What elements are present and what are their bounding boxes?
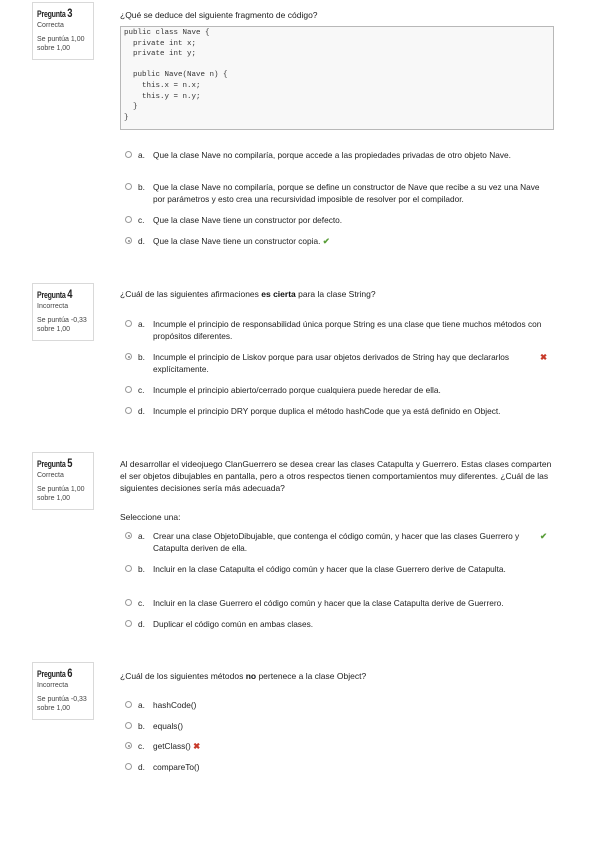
code-block: public class Nave { private int x; private int y; public Nave(Nave n) { this.x = n.x; this.y = n.y; } } (120, 26, 554, 130)
emphasis-text: es cierta (261, 289, 296, 299)
option-letter: c. (138, 385, 145, 395)
option-d[interactable] (125, 618, 555, 630)
option-a[interactable] (125, 149, 555, 161)
option-c[interactable] (125, 597, 555, 609)
option-text: Que la clase Nave tiene un constructor copia. ✔ (153, 236, 330, 246)
question-text: ¿Cuál de los siguientes métodos no pertenece a la clase Object? (120, 671, 367, 681)
option-text: Que la clase Nave no compilaría, porque accede a las propiedades privadas de otro objeto Nave. (153, 150, 511, 160)
question-number: Pregunta 6 (37, 666, 73, 680)
option-letter: a. (138, 700, 145, 710)
question-text: ¿Qué se deduce del siguiente fragmento de código? (120, 10, 318, 20)
question-number: Pregunta 5 (37, 456, 73, 470)
option-text: Incluir en la clase Catapulta el código común y hacer que la clase Guerrero derive de Catapulta. (153, 564, 506, 574)
option-text: Incumple el principio de responsabilidad única porque String es una clase que tiene muchos métodos con propósitos diferentes. (153, 319, 542, 341)
option-letter: c. (138, 741, 145, 751)
option-text: Que la clase Nave tiene un constructor por defecto. (153, 215, 343, 225)
option-text: getClass() ✖ (153, 741, 201, 751)
option-text: hashCode() (153, 700, 197, 710)
radio-button[interactable] (125, 183, 132, 190)
radio-button[interactable] (125, 599, 132, 606)
question-info (32, 283, 94, 341)
radio-button[interactable] (125, 722, 132, 729)
option-b[interactable] (125, 181, 555, 205)
question-text: Al desarrollar el videojuego ClanGuerrero se desea crear las clases Catapulta y Guerrero. Estas clases comparten el ser objetos dibujables en pantalla, pero a otros respectos tienen comportamientos muy diferentes. ¿Cuál de las siguientes decisiones sería más adecuada? (120, 459, 552, 493)
question-grade: Se puntúa -0,33 sobre 1,00 (37, 696, 87, 712)
select-one-label: Seleccione una: (120, 512, 181, 522)
option-text: Que la clase Nave no compilaría, porque se define un constructor de Nave que recibe a su vez una Nave por parámetros y esto crea una recursividad imposible de resolver por el compilador. (153, 182, 540, 204)
option-letter: c. (138, 215, 145, 225)
option-b[interactable] (125, 720, 555, 732)
option-letter: d. (138, 406, 145, 416)
question-info (32, 662, 94, 720)
question-state: Incorrecta (37, 303, 69, 310)
option-text: Crear una clase ObjetoDibujable, que contenga el código común, y hacer que las clases Guerrero y Catapulta deriven de ella. (153, 531, 520, 553)
question-grade: Se puntúa -0,33 sobre 1,00 (37, 317, 87, 333)
correct-check-icon: ✔ (322, 236, 330, 246)
option-b[interactable] (125, 563, 555, 575)
question-number: Pregunta 3 (37, 6, 73, 20)
radio-button[interactable] (125, 701, 132, 708)
radio-button[interactable] (125, 151, 132, 158)
radio-button-checked[interactable] (125, 742, 132, 749)
option-d[interactable] (125, 761, 555, 773)
radio-button-checked[interactable] (125, 353, 132, 360)
option-letter: b. (138, 182, 145, 192)
option-text: Duplicar el código común en ambas clases. (153, 619, 314, 629)
question-number: Pregunta 4 (37, 287, 73, 301)
option-text: Incluir en la clase Guerrero el código común y hacer que la clase Catapulta derive de Guerrero. (153, 598, 504, 608)
option-c[interactable] (125, 214, 555, 226)
radio-button[interactable] (125, 320, 132, 327)
question-info (32, 452, 94, 510)
radio-button[interactable] (125, 407, 132, 414)
option-letter: a. (138, 150, 145, 160)
incorrect-x-icon: ✖ (193, 741, 201, 751)
incorrect-x-icon: ✖ (540, 352, 547, 362)
option-letter: b. (138, 352, 145, 362)
option-a[interactable] (125, 530, 555, 554)
option-c[interactable] (125, 740, 555, 752)
option-d[interactable] (125, 235, 555, 247)
option-d[interactable] (125, 405, 555, 417)
question-grade: Se puntúa 1,00 sobre 1,00 (37, 486, 85, 502)
option-letter: a. (138, 531, 145, 541)
option-b[interactable] (125, 351, 555, 375)
radio-button[interactable] (125, 763, 132, 770)
question-state: Correcta (37, 22, 64, 29)
question-state: Correcta (37, 472, 64, 479)
option-text: Incumple el principio DRY porque duplica el método hashCode que ya está definido en Object. (153, 406, 501, 416)
option-letter: d. (138, 619, 145, 629)
option-c[interactable] (125, 384, 555, 396)
radio-button[interactable] (125, 386, 132, 393)
option-letter: b. (138, 721, 145, 731)
option-a[interactable] (125, 318, 555, 342)
option-letter: c. (138, 598, 145, 608)
option-text: Incumple el principio abierto/cerrado porque cualquiera puede heredar de ella. (153, 385, 441, 395)
question-grade: Se puntúa 1,00 sobre 1,00 (37, 36, 85, 52)
radio-button[interactable] (125, 216, 132, 223)
question-text: ¿Cuál de las siguientes afirmaciones es cierta para la clase String? (120, 289, 376, 299)
radio-button[interactable] (125, 565, 132, 572)
option-letter: b. (138, 564, 145, 574)
radio-button[interactable] (125, 620, 132, 627)
radio-button-checked[interactable] (125, 237, 132, 244)
option-letter: d. (138, 762, 145, 772)
question-state: Incorrecta (37, 682, 69, 689)
option-letter: d. (138, 236, 145, 246)
radio-button-checked[interactable] (125, 532, 132, 539)
option-letter: a. (138, 319, 145, 329)
option-text: equals() (153, 721, 183, 731)
question-info (32, 2, 94, 60)
correct-check-icon: ✔ (540, 531, 547, 541)
option-text: Incumple el principio de Liskov porque para usar objetos derivados de String hay que declararlos explícitamente. (153, 352, 510, 374)
emphasis-text: no (245, 671, 257, 681)
option-text: compareTo() (153, 762, 200, 772)
option-a[interactable] (125, 699, 555, 711)
